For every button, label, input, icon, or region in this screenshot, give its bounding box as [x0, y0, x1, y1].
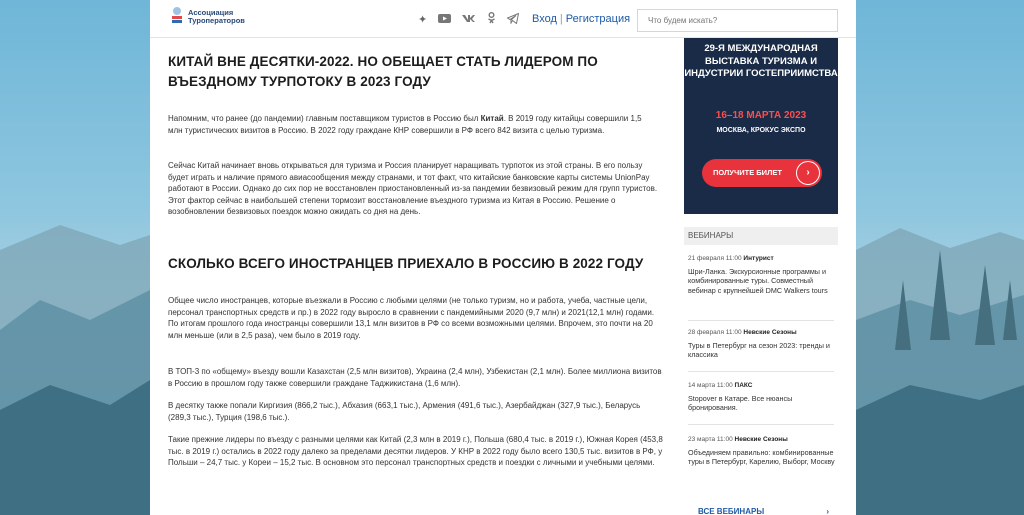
paragraph-china-1	[168, 113, 658, 136]
webinar-date: 14 марта 11:00	[688, 382, 733, 389]
paragraph-foreigners-1: Общее число иностранцев, которые въезжали в Россию с любыми целями (не только туризм, но и работа, учеба, частные цели, персонал транспортных средств и пр.) в 2022 году выросло в сравнении с пандемийными 2020 (9,7 млн) и 2021(12,1 млн) годами. По итогам прошлого года иностранцы совершили 13,1 млн визитов в РФ со всеми возможными целями. Впрочем, это почти на 20 млн меньше (или в 2,5 раза), чем было в 2019 году.	[168, 296, 655, 340]
auth-separator: |	[559, 13, 563, 25]
banner-place: МОСКВА, КРОКУС ЭКСПО	[716, 127, 806, 134]
divider	[688, 371, 834, 372]
paragraph-china-2: Сейчас Китай начинает вновь открываться для туризма и Россия планирует наращивать турпоток из этой страны. В его пользу будет играть и наличие прямого авиасообщения между странами, и тот факт, что китайские банковские карты системы UnionPay работают в России. Однако до сих пор не восстановлен приостановленный из-за пандемии безвизовый режим для групп туристов. Этот фактор сейчас в наибольшей степени тормозит восстановление въездного туризма из Китая в Россию. Решение о возобновлении безвизовых поездок можно ожидать со дня на день.	[168, 161, 658, 216]
zen-icon[interactable]: ✦	[418, 14, 428, 26]
register-link[interactable]: Регистрация	[565, 13, 631, 25]
logo-line1: Ассоциация	[188, 8, 234, 17]
heading-foreigners: СКОЛЬКО ВСЕГО ИНОСТРАНЦЕВ ПРИЕХАЛО В РОССИЮ В 2022 ГОДУ	[168, 256, 644, 271]
webinar-org: Интурист	[743, 255, 774, 262]
telegram-icon[interactable]	[507, 13, 519, 28]
site-logo[interactable]	[170, 6, 245, 28]
webinars-heading: ВЕБИНАРЫ	[684, 227, 838, 245]
webinar-title: Объединяем правильно: комбинированные туры в Петербург, Карелию, Выборг, Москву	[688, 447, 835, 466]
webinar-org: ПАКС	[734, 382, 753, 389]
divider	[688, 320, 834, 321]
webinar-item[interactable]	[688, 254, 836, 295]
all-webinars-link[interactable]	[698, 507, 829, 515]
logo-line2: Туроператоров	[188, 16, 245, 25]
get-ticket-label: ПОЛУЧИТЕ БИЛЕТ	[713, 168, 782, 177]
banner-title: 29-Я МЕЖДУНАРОДНАЯ ВЫСТАВКА ТУРИЗМА И ИНДУСТРИИ ГОСТЕПРИИМСТВА	[684, 43, 838, 79]
search-input[interactable]	[637, 9, 838, 32]
paragraph-former-leaders: Такие прежние лидеры по въезду с разными целями как Китай (2,3 млн в 2019 г.), Польша (680,4 тыс. в 2019 г.), Южная Корея (453,8 тыс. в 2019 г.) остались в 2022 году далеко за пределами десятки лидеров. У КНР в 2022 году было всего 130,5 тыс. визитов в РФ, у Польши – 24,7 тыс. у Кореи – 15,2 тыс. В основном это персонал транспортных средств и поездки с личными и учебными целями.	[168, 435, 663, 467]
get-ticket-button[interactable]	[702, 159, 822, 187]
banner-dates: 16–18 МАРТА 2023	[715, 110, 807, 121]
webinar-org: Невские Сезоны	[734, 436, 788, 443]
webinar-item[interactable]	[688, 328, 836, 360]
sidebar	[684, 38, 856, 515]
paragraph-china-1-pre: Напомним, что ранее (до пандемии) главным поставщиком туристов в Россию был	[168, 114, 481, 123]
login-link[interactable]: Вход	[532, 13, 557, 25]
paragraph-china-1-post: . В 2019 году китайцы совершили 1,5 млн туристических визитов в Россию. В 2022 году граждане КНР совершили в РФ всего 842 визита с целью туризма.	[168, 114, 642, 135]
vk-icon[interactable]	[462, 13, 476, 27]
auth-links	[532, 13, 630, 25]
webinar-item[interactable]	[688, 381, 836, 413]
all-webinars-label: ВСЕ ВЕБИНАРЫ	[698, 507, 765, 515]
webinar-title: Stopover в Катаре. Все нюансы бронирования.	[688, 393, 793, 412]
webinar-date: 23 марта 11:00	[688, 436, 733, 443]
logo-icon	[170, 6, 184, 28]
chevron-right-icon: ›	[826, 507, 830, 515]
webinar-title: Туры в Петербург на сезон 2023: тренды и классика	[688, 340, 830, 359]
ok-icon[interactable]	[487, 12, 496, 28]
paragraph-top3: В ТОП-3 по «общему» въезду вошли Казахстан (2,5 млн визитов), Украина (2,4 млн), Узбекистан (2,1 млн). Более миллиона визитов в Россию в прошлом году также совершили граждане Таджикистана (1,6 млн).	[168, 367, 662, 388]
webinar-org: Невские Сезоны	[743, 329, 797, 336]
article-column	[150, 38, 684, 515]
social-links	[418, 12, 519, 28]
webinar-item[interactable]	[688, 435, 836, 467]
divider	[688, 424, 834, 425]
youtube-icon[interactable]	[438, 13, 451, 28]
heading-china: КИТАЙ ВНЕ ДЕСЯТКИ-2022. НО ОБЕЩАЕТ СТАТЬ ЛИДЕРОМ ПО ВЪЕЗДНОМУ ТУРПОТОКУ В 2023 ГОДУ	[168, 54, 598, 89]
webinar-date: 21 февраля 11:00	[688, 255, 742, 262]
paragraph-china-1-bold: Китай	[480, 114, 504, 123]
arrow-right-icon: ›	[796, 161, 820, 185]
webinar-title: Шри-Ланка. Экскурсионные программы и комбинированные туры. Совместный вебинар с крупнейшей DMC Walkers tours	[688, 266, 828, 295]
exhibition-banner[interactable]	[684, 38, 838, 214]
site-header	[150, 0, 856, 38]
paragraph-top10: В десятку также попали Киргизия (866,2 тыс.), Абхазия (663,1 тыс.), Армения (491,6 тыс.), Азербайджан (327,9 тыс.), Беларусь (289,3 тыс.), Турция (198,6 тыс.).	[168, 401, 641, 422]
webinar-date: 28 февраля 11:00	[688, 329, 742, 336]
